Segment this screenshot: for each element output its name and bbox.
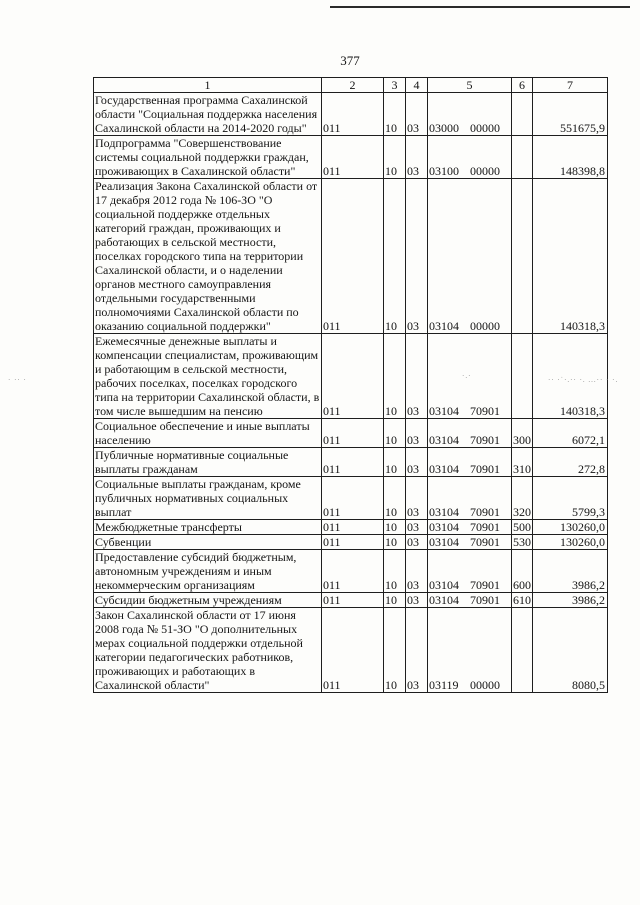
row-name: Публичные нормативные социальные выплаты гражданам [94,448,322,477]
row-col4: 03 [406,608,428,693]
row-csr-program: 03104 [429,505,459,519]
row-col3: 10 [384,520,406,535]
row-csr-program: 03104 [429,404,459,418]
row-amount: 8080,5 [533,608,608,693]
row-amount: 5799,3 [533,477,608,520]
row-col6 [512,334,533,419]
row-csr-program: 03100 [429,164,459,178]
row-col4: 03 [406,419,428,448]
table-row [94,448,608,477]
row-csr-program: 03104 [429,462,459,476]
row-col5 [428,419,512,448]
row-col5 [428,593,512,608]
row-name: Закон Сахалинской области от 17 июня 2008 года № 51-ЗО "О дополнительных мерах социальной поддержки отдельной категории педагогических работников, проживающих и работающих в Сахалинской области" [94,608,322,693]
table-row [94,608,608,693]
row-col5 [428,477,512,520]
row-col2: 011 [322,334,384,419]
row-col3: 10 [384,334,406,419]
row-name: Подпрограмма "Совершенствование системы социальной поддержки граждан, проживающих в Сахалинской области" [94,136,322,179]
header-cell: 4 [406,78,428,93]
row-col6 [512,608,533,693]
row-amount: 272,8 [533,448,608,477]
table-row [94,179,608,334]
row-col2: 011 [322,593,384,608]
row-col2: 011 [322,550,384,593]
row-name: Ежемесячные денежные выплаты и компенсации специалистам, проживающим и работающим в сельской местности, рабочих поселках, поселках городского типа на территории Сахалинской области, в том числе вышедшим на пенсию [94,334,322,419]
table-row [94,334,608,419]
row-col3: 10 [384,448,406,477]
table-row [94,419,608,448]
row-csr-direction: 70901 [470,462,500,476]
row-amount: 148398,8 [533,136,608,179]
table-row [94,593,608,608]
row-csr-direction: 70901 [470,535,500,549]
row-name: Реализация Закона Сахалинской области от 17 декабря 2012 года № 106-ЗО "О социальной поддержке отдельных категорий граждан, проживающих и работающих в сельской местности, поселках городского типа на территории Сахалинской области, и о наделении органов местного самоуправления отдельными государственными полномочиями Сахалинской области по оказанию социальной поддержки" [94,179,322,334]
row-amount: 6072,1 [533,419,608,448]
row-col2: 011 [322,477,384,520]
row-col5 [428,520,512,535]
row-col3: 10 [384,136,406,179]
row-col3: 10 [384,477,406,520]
row-col3: 10 [384,419,406,448]
header-row [94,78,608,93]
row-name: Социальное обеспечение и иные выплаты населению [94,419,322,448]
row-csr-program: 03119 [429,678,459,692]
row-csr-direction: 70901 [470,520,500,534]
row-col6: 610 [513,593,531,607]
header-cell: 6 [512,78,533,93]
row-col4: 03 [406,535,428,550]
row-col6 [512,93,533,136]
row-amount: 130260,0 [533,520,608,535]
row-amount: 551675,9 [533,93,608,136]
row-col5 [428,136,512,179]
row-col2: 011 [322,179,384,334]
row-amount: 140318,3 [533,334,608,419]
row-col4: 03 [406,334,428,419]
table-row [94,535,608,550]
margin-mark-right: ·· ·ˈ·.·· ·. ...·· · ·. [548,376,619,384]
header-cell: 1 [94,78,322,93]
row-col3: 10 [384,179,406,334]
row-col4: 03 [406,179,428,334]
table-row [94,93,608,136]
row-col2: 011 [322,608,384,693]
row-csr-program: 03104 [429,520,459,534]
row-col2: 011 [322,419,384,448]
header-cell: 2 [322,78,384,93]
row-col6: 500 [513,520,531,534]
row-col2: 011 [322,535,384,550]
row-col6 [512,179,533,334]
budget-table [93,77,608,693]
row-col2: 011 [322,520,384,535]
margin-mark-left: · ·· · [8,376,27,384]
row-name: Субвенции [94,535,322,550]
row-csr-program: 03104 [429,593,459,607]
row-csr-program: 03104 [429,319,459,333]
row-col3: 10 [384,593,406,608]
row-amount: 3986,2 [533,550,608,593]
row-csr-direction: 70901 [470,433,500,447]
row-col6: 600 [512,550,533,593]
row-col5 [428,535,512,550]
row-col6 [512,136,533,179]
top-rule [330,6,630,8]
table-row [94,477,608,520]
row-col2: 011 [322,93,384,136]
row-col4: 03 [406,448,428,477]
row-amount: 3986,2 [533,593,608,608]
row-col4: 03 [406,477,428,520]
row-col3: 10 [384,93,406,136]
table-row [94,520,608,535]
row-csr-direction: 00000 [470,121,500,135]
row-name: Предоставление субсидий бюджетным, автономным учреждениям и иным некоммерческим организациям [94,550,322,593]
row-amount: 130260,0 [533,535,608,550]
margin-mark-center: ·.· [462,372,472,380]
row-col5 [428,448,512,477]
row-col6: 320 [512,477,533,520]
row-col2: 011 [322,448,384,477]
row-amount: 140318,3 [533,179,608,334]
row-col6: 530 [513,535,531,549]
row-col4: 03 [406,520,428,535]
row-csr-program: 03104 [429,535,459,549]
header-cell: 3 [384,78,406,93]
row-csr-direction: 00000 [470,164,500,178]
row-csr-program: 03104 [429,433,459,447]
row-col4: 03 [406,593,428,608]
row-name: Межбюджетные трансферты [94,520,322,535]
row-name: Государственная программа Сахалинской области "Социальная поддержка населения Сахалинской области на 2014-2020 годы" [94,93,322,136]
row-csr-direction: 70901 [470,505,500,519]
row-col3: 10 [384,535,406,550]
table-row [94,136,608,179]
page-number: 377 [340,53,360,68]
row-csr-direction: 70901 [470,404,500,418]
row-col6: 300 [512,419,533,448]
row-csr-direction: 00000 [470,678,500,692]
row-col5 [428,93,512,136]
row-csr-program: 03000 [429,121,459,135]
row-col4: 03 [406,550,428,593]
row-csr-program: 03104 [429,578,459,592]
row-col4: 03 [406,136,428,179]
row-col3: 10 [384,550,406,593]
row-col5 [428,550,512,593]
row-col3: 10 [384,608,406,693]
row-col5 [428,608,512,693]
row-csr-direction: 00000 [470,319,500,333]
header-cell: 7 [533,78,608,93]
row-col6: 310 [512,448,533,477]
row-col4: 03 [406,93,428,136]
row-name: Субсидии бюджетным учреждениям [94,593,322,608]
row-name: Социальные выплаты гражданам, кроме публичных нормативных социальных выплат [94,477,322,520]
row-col5 [428,179,512,334]
header-cell: 5 [428,78,512,93]
row-csr-direction: 70901 [470,578,500,592]
row-csr-direction: 70901 [470,593,500,607]
row-col2: 011 [322,136,384,179]
table-row [94,550,608,593]
